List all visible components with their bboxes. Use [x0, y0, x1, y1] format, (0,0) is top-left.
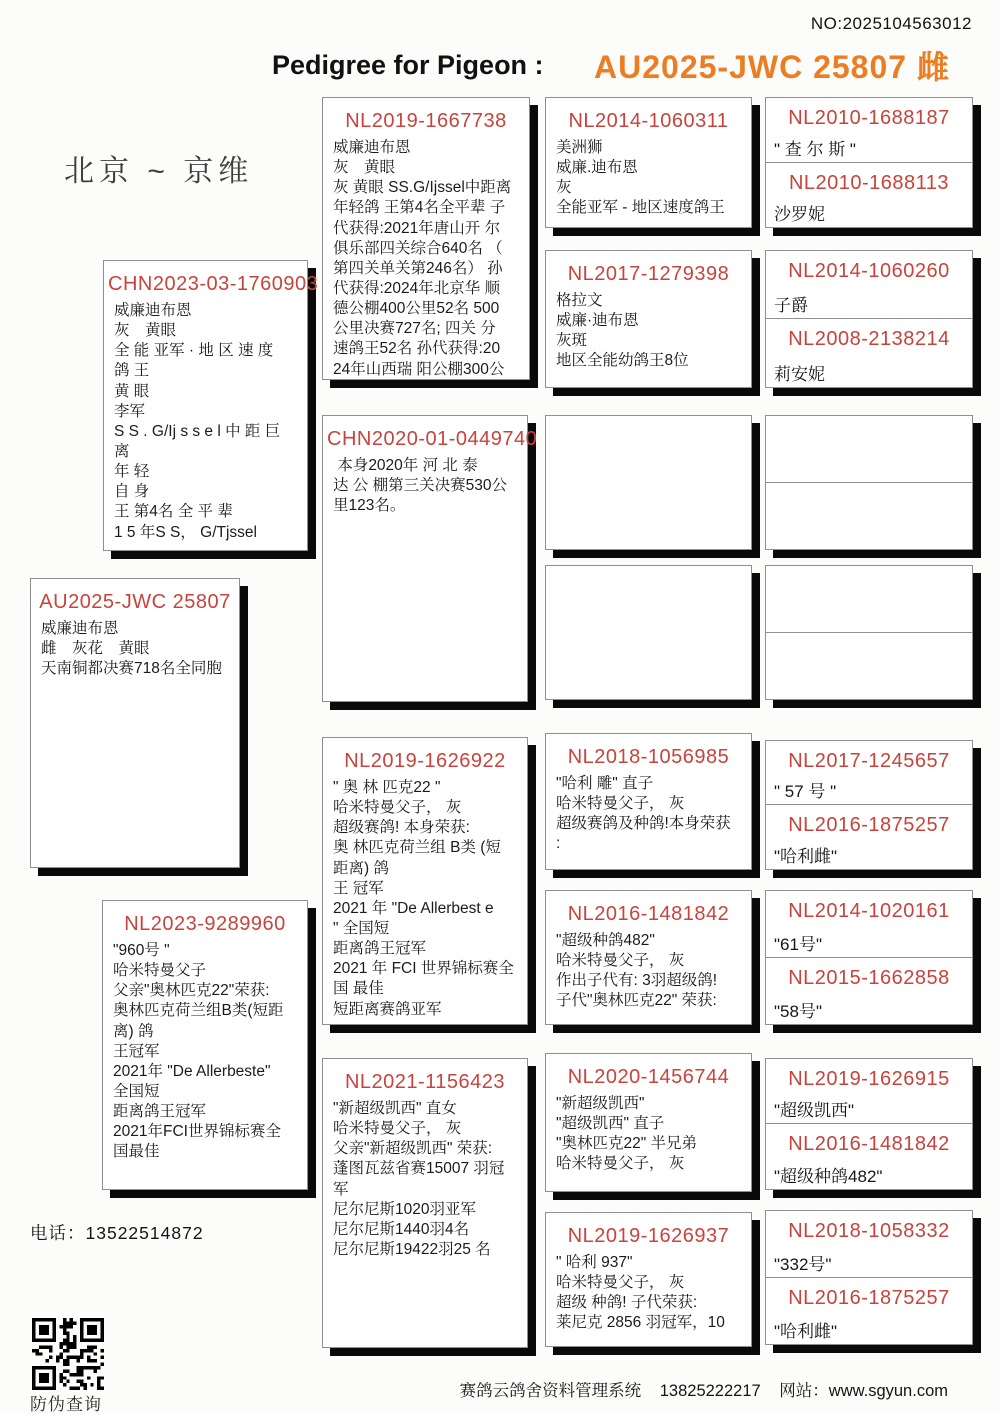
sire-dam-box: [322, 415, 538, 702]
pedigree-text: "新超级凯西" 直女 哈米特曼父子， 灰 父亲"新超级凯西" 荣获: 蓬图瓦兹省赛15007 羽冠 军 尼尔尼斯1020羽亚军 尼尔尼斯1440羽4名 尼尔尼斯19422羽25 名: [333, 1100, 505, 1258]
doc-number: NO:2025104563012: [810, 14, 972, 33]
pedigree-cell: [766, 566, 972, 633]
pedigree-text: 美洲狮 威廉.迪布恩 灰 全能亚军 - 地区速度鸽王: [556, 139, 725, 217]
gen4-box-5: [545, 733, 752, 870]
pedigree-text: 威廉迪布恩 灰 黄眼 全 能 亚军 · 地 区 速 度 鸽 王 黄 眼 李军 S S . G/Ij s s e l 中 距 巨 离 年 轻 自 身 王 第4名 全 平 辈 1 5 年S S， G/Tjssel: [114, 302, 285, 541]
pedigree-text: 威廉迪布恩 雌 灰花 黄眼 天南铜都决赛718名全同胞: [41, 620, 222, 678]
ring-number: CHN2023-03-1760903: [108, 273, 319, 295]
ring-number: NL2018-1056985: [567, 746, 730, 768]
sire-box: [103, 260, 319, 551]
pedigree-cell: [766, 483, 972, 550]
ring-number: NL2017-1245657: [788, 750, 950, 772]
pedigree-cell: [766, 1211, 972, 1278]
ring-number: NL2016-1875257: [788, 1286, 950, 1309]
ring-number: NL2014-1060260: [788, 260, 950, 282]
phone-label: 电话：: [30, 1223, 86, 1243]
pedigree-text: "哈利 雕" 直子 哈米特曼父子， 灰 超级赛鸽及种鸽!本身荣获 :: [556, 775, 731, 853]
gen5-box-7: [765, 1058, 973, 1190]
pigeon-name: "超级凯西": [774, 1101, 855, 1120]
pedigree-text: "超级种鸽482" 哈米特曼父子， 灰 作出子代有: 3羽超级鸽! 子代"奥林匹克22" 荣获:: [556, 932, 718, 1010]
ring-number: NL2014-1060311: [568, 110, 729, 132]
footer-website: www.sgyun.com: [828, 1382, 948, 1400]
pedigree-cell: [766, 416, 972, 483]
pedigree-cell: [766, 633, 972, 700]
pigeon-name: "超级种鸽482": [774, 1167, 883, 1186]
ring-number: NL2008-2138214: [788, 328, 950, 350]
gen4-box-4: [545, 565, 752, 700]
ring-number: NL2019-1667738: [345, 110, 507, 132]
footer-system-name: 赛鸽云鸽舍资料管理系统: [459, 1382, 642, 1400]
pigeon-name: "哈利雌": [774, 1322, 838, 1341]
dam-box: [102, 900, 308, 1190]
qr-code: [32, 1318, 104, 1390]
gen4-box-8: [545, 1212, 752, 1347]
pedigree-cell: [766, 1059, 972, 1124]
pigeon-name: "哈利雌": [774, 847, 838, 866]
pedigree-text: 威廉迪布恩 灰 黄眼 灰 黄眼 SS.G/Ijssel中距离 年轻鸽 王第4名全平辈 子 代获得:2021年唐山开 尔 俱乐部四关综合640名 （ 第四关单关第246名） 孙 代获得:2024年北京华 顺 德公棚400公里52名 500 公里决赛727名; 四关 分 速鸽王52名 孙代获得:20 24年山西瑞 阳公棚300公: [333, 139, 512, 378]
gen5-box-6: [765, 890, 973, 1025]
contact-phone: [30, 1220, 204, 1245]
pedigree-cell: [766, 319, 972, 387]
pigeon-name: "332号": [774, 1254, 832, 1274]
footer-bar: [460, 1377, 948, 1401]
ring-number: NL2021-1156423: [344, 1071, 506, 1093]
gen5-box-5: [765, 740, 973, 870]
pigeon-name: " 57 号 ": [774, 782, 837, 801]
footer-site-label: 网站：: [779, 1382, 829, 1400]
pedigree-text: 本身2020年 河 北 泰 达 公 棚第三关决赛530公 里123名。: [333, 457, 507, 515]
pedigree-cell: [766, 805, 972, 869]
pedigree-cell: [766, 1124, 972, 1189]
gen5-box-2: [765, 250, 973, 388]
gen5-box-3: [765, 415, 973, 550]
loft-name: 北京 ~ 京维: [64, 155, 254, 188]
pedigree-cell: [766, 958, 972, 1025]
pedigree-cell: [766, 163, 972, 228]
pedigree-cell: [766, 891, 972, 958]
gen5-box-8: [765, 1210, 973, 1345]
footer-phone: 13825222217: [659, 1382, 761, 1400]
pigeon-name: 沙罗妮: [774, 205, 825, 224]
gen4-box-3: [545, 415, 752, 550]
ring-number: NL2019-1626915: [788, 1068, 950, 1090]
gen4-box-7: [545, 1053, 752, 1192]
ring-number: CHN2020-01-0449740: [327, 428, 538, 450]
ring-number: [766, 416, 972, 425]
ring-number: NL2014-1020161: [788, 900, 950, 922]
ring-number: [766, 483, 972, 492]
gen4-box-1: [545, 97, 752, 228]
phone-number: 13522514872: [85, 1223, 204, 1243]
pedigree-cell: [766, 1278, 972, 1345]
subject-ring-title: AU2025-JWC 25807 雌: [594, 49, 950, 85]
pedigree-text: " 奥 林 匹克22 " 哈米特曼父子， 灰 超级赛鸽! 本身荣获: 奥 林匹克荷兰组 B类 (短 距离) 鸽 王 冠军 2021 年 "De Allerbest e " 全国短 距离鸽王冠军 2021 年 FCI 世界锦标赛全 国 最佳 短距离赛鸽亚军: [333, 779, 514, 1018]
sire-sire-box: [322, 97, 530, 380]
ring-number: NL2019-1626922: [344, 750, 506, 772]
pedigree-cell: [766, 741, 972, 805]
pigeon-name: "58号": [774, 1002, 822, 1021]
gen4-box-6: [545, 890, 752, 1025]
ring-number: NL2019-1626937: [567, 1225, 730, 1247]
dam-dam-box: [322, 1058, 528, 1348]
ring-number: [766, 633, 972, 642]
pedigree-cell: [766, 251, 972, 319]
ring-number: [766, 566, 972, 575]
subject-box: [30, 578, 240, 868]
ring-number: AU2025-JWC 25807: [39, 591, 231, 613]
ring-number: NL2010-1688187: [788, 107, 950, 129]
qr-label: 防伪查询: [30, 1395, 102, 1414]
pigeon-name: 莉安妮: [774, 365, 825, 384]
pedigree-text: "960号 " 哈米特曼父子 父亲"奥林匹克22"荣获: 奥林匹克荷兰组B类(短距 离) 鸽 王冠军 2021年 "De Allerbeste" 全国短 距离鸽王冠军 2021年FCI世界锦标赛全 国最佳: [113, 942, 284, 1161]
ring-number: NL2020-1456744: [567, 1066, 730, 1088]
ring-number: NL2023-9289960: [124, 913, 286, 935]
ring-number: NL2010-1688113: [788, 171, 950, 194]
gen4-box-2: [545, 250, 752, 388]
pedigree-text: 格拉文 威廉·迪布恩 灰斑 地区全能幼鸽王8位: [556, 292, 689, 370]
pedigree-cell: [766, 98, 972, 163]
ring-number: NL2016-1481842: [567, 903, 730, 925]
ring-number: NL2016-1481842: [788, 1133, 950, 1155]
ring-number: NL2016-1875257: [788, 814, 950, 836]
dam-sire-box: [322, 737, 528, 1025]
gen5-box-1: [765, 97, 973, 228]
pigeon-name: "61号": [774, 934, 822, 954]
pigeon-name: 子爵: [774, 296, 808, 315]
pedigree-text: " 哈利 937" 哈米特曼父子， 灰 超级 种鸽! 子代荣获: 莱尼克 2856 羽冠军，10: [556, 1254, 725, 1332]
pigeon-name: " 查 尔 斯 ": [774, 139, 856, 159]
ring-number: NL2015-1662858: [788, 966, 950, 989]
gen5-box-4: [765, 565, 973, 700]
pedigree-text: "新超级凯西" "超级凯西" 直子 "奥林匹克22" 半兄弟 哈米特曼父子， 灰: [556, 1095, 698, 1173]
page-title: Pedigree for Pigeon :: [272, 50, 544, 80]
ring-number: NL2017-1279398: [567, 263, 730, 285]
ring-number: NL2018-1058332: [788, 1220, 950, 1242]
